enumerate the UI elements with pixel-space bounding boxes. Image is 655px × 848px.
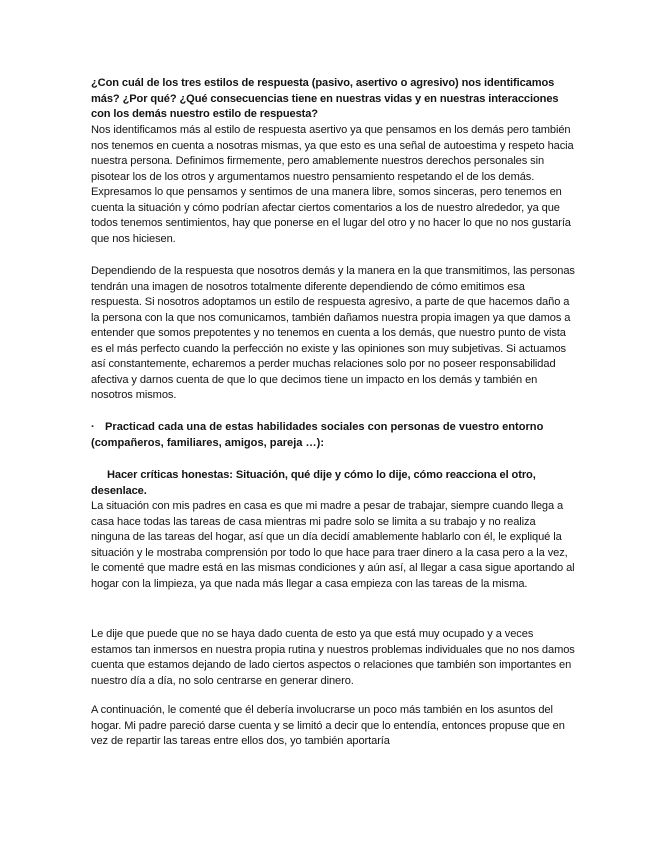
question-heading: ¿Con cuál de los tres estilos de respuesta (pasivo, asertivo o agresivo) nos identificamos más? ¿Por qué? ¿Qué consecuencias tiene en nuestras vidas y en nuestras interacciones con los demás nuestro estilo de respuesta? bbox=[91, 77, 559, 120]
paragraph-parents-situation: La situación con mis padres en casa es que mi madre a pesar de trabajar, siempre cuando llega a casa hace todas las tareas de casa mientras mi padre solo se limita a su trabajo y no realiza ninguna de las tareas del hogar, así que un día decidí amablemente hablarlo con él, le expliqué la situación y le mostraba comprensión por todo lo que hace para traer dinero a la casa pero a la vez, le comenté que madre está en las mismas condiciones y aún así, al llegar a casa sigue aportando al hogar con la limpieza, ya que nada más llegar a casa empieza con las tareas de la misma. bbox=[91, 500, 575, 590]
bullet-social-skills bbox=[91, 420, 575, 451]
subheading-honest-criticism: Hacer críticas honestas: Situación, qué dije y cómo lo dije, cómo reacciona el otro, desenlace. bbox=[91, 469, 536, 497]
paragraph-response-consequences: Dependiendo de la respuesta que nosotros demás y la manera en la que transmitimos, las personas tendrán una imagen de nosotros totalmente diferente dependiendo de cómo emitimos esa respuesta. Si nosotros adoptamos un estilo de respuesta agresivo, a parte de que hacemos daño a la persona con la que nos comunicamos, también dañamos nuestra propia imagen ya que damos a entender que somos prepotentes y no tenemos en cuenta a los demás, que nuestro punto de vista es el más perfecto cuando la perfección no existe y las opiniones son muy subjetivas. Si actuamos así constantemente, echaremos a perder muchas relaciones solo por no poseer responsabilidad afectiva y darnos cuenta de que lo que decimos tiene un impacto en los demás y también en nosotros mismos. bbox=[91, 265, 575, 401]
bullet-text: Practicad cada una de estas habilidades sociales con personas de vuestro entorno (compañeros, familiares, amigos, pareja …): bbox=[91, 421, 544, 449]
bullet-marker: · bbox=[91, 421, 95, 433]
paragraph-assertive-style: Nos identificamos más al estilo de respuesta asertivo ya que pensamos en los demás pero también nos tenemos en cuenta a nosotras mismas, ya que esto es una señal de autoestima y respeto hacia nuestra persona. Definimos firmemente, pero amablemente nuestros derechos personales sin pisotear los de los otros y argumentamos nuestro pensamiento respetando el de los demás. Expresamos lo que pensamos y sentimos de una manera libre, somos sinceras, pero tenemos en cuenta la situación y cómo podrían afectar ciertos comentarios a los de nuestro alrededor, ya que todos tenemos sentimientos, hay que ponerse en el lugar del otro y no hacer lo que no nos gustaría que nos hiciesen. bbox=[91, 124, 574, 245]
paragraph-continuation: A continuación, le comenté que él debería involucrarse un poco más también en los asuntos del hogar. Mi padre pareció darse cuenta y se limitó a decir que lo entendía, entonces propuse que en vez de repartir las tareas entre ellos dos, yo también aportaría bbox=[91, 704, 565, 747]
paragraph-what-i-said: Le dije que puede que no se haya dado cuenta de esto ya que está muy ocupado y a veces estamos tan inmersos en nuestra propia rutina y nuestros problemas individuales que no nos damos cuenta que estamos dejando de lado ciertos aspectos o relaciones que también son importantes en nuestro día a día, no solo centrarse en generar dinero. bbox=[91, 628, 575, 687]
